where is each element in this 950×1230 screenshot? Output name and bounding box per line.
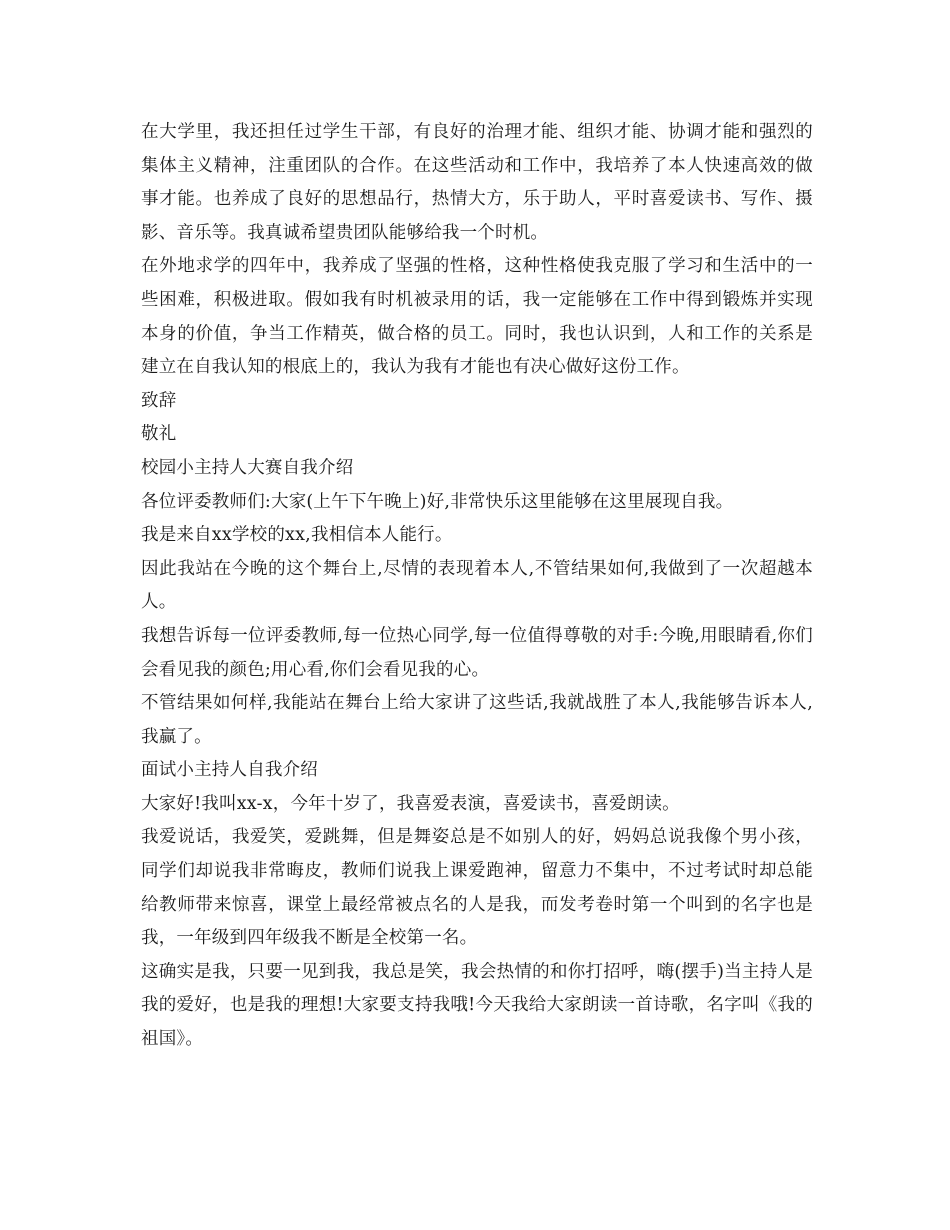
section-heading-campus-host: 校园小主持人大赛自我介绍 — [141, 457, 354, 478]
paragraph-result: 不管结果如何样,我能站在舞台上给大家讲了这些话,我就战胜了本人,我能够告诉本人,我赢了。 — [141, 693, 813, 747]
paragraph-personality: 我爱说话，我爱笑，爱跳舞，但是舞姿总是不如别人的好，妈妈总说我像个男小孩，同学们却说我非常晦皮，教师们说我上课爱跑神，留意力不集中，不过考试时却总能给教师带来惊喜，课堂上最经常被点名的人是我，而发考卷时第一个叫到的名字也是我，一年级到四年级我不断是全校第一名。 — [141, 827, 813, 949]
paragraph-hello: 大家好!我叫xx-x，今年十岁了，我喜爱表演，喜爱读书，喜爱朗读。 — [141, 793, 680, 814]
paragraph-school-intro: 我是来自xx学校的xx,我相信本人能行。 — [141, 525, 453, 546]
paragraph-four-years: 在外地求学的四年中，我养成了坚强的性格，这种性格使我克服了学习和生活中的一些困难，积极进取。假如我有时机被录用的话，我一定能够在工作中得到锻炼并实现本身的价值，争当工作精英，做合格的员工。同时，我也认识到，人和工作的关系是建立在自我认知的根底上的，我认为我有才能也有决心做好这份工作。 — [141, 256, 813, 378]
paragraph-stage: 因此我站在今晚的这个舞台上,尽情的表现着本人,不管结果如何,我做到了一次超越本人。 — [141, 558, 813, 613]
closing-greeting: 致辞 — [141, 390, 177, 411]
paragraph-greeting-judges: 各位评委教师们:大家(上午下午晚上)好,非常快乐这里能够在这里展现自我。 — [141, 491, 734, 512]
paragraph-this-is-me: 这确实是我，只要一见到我，我总是笑，我会热情的和你打招呼，嗨(摆手)当主持人是我的爱好，也是我的理想!大家要支持我哦!今天我给大家朗读一首诗歌，名字叫《我的祖国》。 — [141, 961, 813, 1050]
paragraph-tell-everyone: 我想告诉每一位评委教师,每一位热心同学,每一位值得尊敬的对手:今晚,用眼睛看,你们会看见我的颜色;用心看,你们会看见我的心。 — [141, 625, 813, 680]
closing-salute: 敬礼 — [141, 424, 177, 445]
document-body — [141, 116, 813, 1057]
section-heading-interview-host: 面试小主持人自我介绍 — [141, 760, 318, 781]
paragraph-student-leader: 在大学里，我还担任过学生干部，有良好的治理才能、组织才能、协调才能和强烈的集体主义精神，注重团队的合作。在这些活动和工作中，我培养了本人快速高效的做事才能。也养成了良好的思想品行，热情大方，乐于助人，平时喜爱读书、写作、摄影、音乐等。我真诚希望贵团队能够给我一个时机。 — [141, 122, 813, 243]
